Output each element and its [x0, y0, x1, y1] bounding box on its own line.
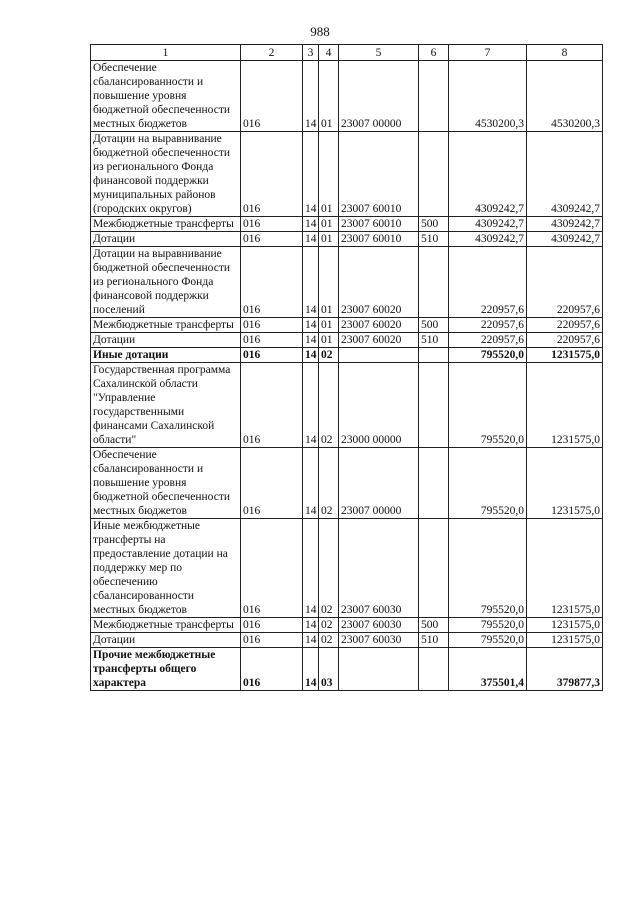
col-header-4: 4	[319, 45, 339, 61]
row-admin-code-cell: 016	[241, 132, 303, 217]
row-amount-year1-cell: 220957,6	[449, 247, 527, 318]
row-subsection-cell: 02	[319, 633, 339, 648]
row-section-cell: 14	[303, 348, 319, 363]
table-row	[91, 247, 603, 318]
row-section-cell: 14	[303, 648, 319, 691]
row-name-cell: Прочие межбюджетные трансферты общего характера	[91, 648, 241, 691]
row-admin-code-cell: 016	[241, 348, 303, 363]
row-expense-type-cell	[419, 247, 449, 318]
row-name-cell: Обеспечение сбалансированности и повышение уровня бюджетной обеспеченности местных бюджетов	[91, 61, 241, 132]
table-row	[91, 648, 603, 691]
row-section-cell: 14	[303, 333, 319, 348]
row-admin-code-cell: 016	[241, 648, 303, 691]
row-admin-code-cell: 016	[241, 217, 303, 232]
row-name-cell: Дотации	[91, 633, 241, 648]
row-amount-year1-cell: 795520,0	[449, 448, 527, 519]
row-target-article-cell: 23007 60030	[339, 519, 419, 618]
row-amount-year2-cell: 4530200,3	[527, 61, 603, 132]
table-row	[91, 519, 603, 618]
row-target-article-cell: 23007 60020	[339, 247, 419, 318]
row-amount-year2-cell: 1231575,0	[527, 633, 603, 648]
row-expense-type-cell: 510	[419, 232, 449, 247]
row-target-article-cell	[339, 648, 419, 691]
col-header-5: 5	[339, 45, 419, 61]
row-expense-type-cell	[419, 132, 449, 217]
row-amount-year2-cell: 379877,3	[527, 648, 603, 691]
row-amount-year2-cell: 220957,6	[527, 318, 603, 333]
table-row	[91, 618, 603, 633]
table-row	[91, 333, 603, 348]
col-header-8: 8	[527, 45, 603, 61]
row-amount-year1-cell: 220957,6	[449, 333, 527, 348]
row-target-article-cell: 23007 60010	[339, 232, 419, 247]
row-subsection-cell: 01	[319, 61, 339, 132]
row-amount-year1-cell: 795520,0	[449, 348, 527, 363]
row-amount-year1-cell: 4309242,7	[449, 217, 527, 232]
row-amount-year1-cell: 4309242,7	[449, 232, 527, 247]
row-expense-type-cell: 500	[419, 318, 449, 333]
row-name-cell: Дотации на выравнивание бюджетной обеспеченности из регионального Фонда финансовой поддержки муниципальных районов (городских округов)	[91, 132, 241, 217]
row-expense-type-cell	[419, 61, 449, 132]
row-section-cell: 14	[303, 448, 319, 519]
table-row	[91, 132, 603, 217]
table-row	[91, 318, 603, 333]
row-subsection-cell: 03	[319, 648, 339, 691]
row-amount-year1-cell: 220957,6	[449, 318, 527, 333]
row-amount-year2-cell: 1231575,0	[527, 618, 603, 633]
row-target-article-cell	[339, 348, 419, 363]
row-admin-code-cell: 016	[241, 633, 303, 648]
row-section-cell: 14	[303, 247, 319, 318]
row-subsection-cell: 02	[319, 448, 339, 519]
row-expense-type-cell: 510	[419, 633, 449, 648]
row-section-cell: 14	[303, 363, 319, 448]
budget-table	[90, 44, 603, 691]
row-amount-year1-cell: 795520,0	[449, 363, 527, 448]
row-admin-code-cell: 016	[241, 61, 303, 132]
row-target-article-cell: 23007 60020	[339, 318, 419, 333]
row-admin-code-cell: 016	[241, 232, 303, 247]
row-name-cell: Дотации	[91, 333, 241, 348]
row-section-cell: 14	[303, 318, 319, 333]
row-subsection-cell: 01	[319, 247, 339, 318]
row-amount-year1-cell: 4309242,7	[449, 132, 527, 217]
row-amount-year2-cell: 1231575,0	[527, 519, 603, 618]
row-section-cell: 14	[303, 519, 319, 618]
row-admin-code-cell: 016	[241, 618, 303, 633]
row-section-cell: 14	[303, 217, 319, 232]
row-expense-type-cell	[419, 448, 449, 519]
table-row	[91, 61, 603, 132]
row-subsection-cell: 01	[319, 132, 339, 217]
row-name-cell: Обеспечение сбалансированности и повышение уровня бюджетной обеспеченности местных бюджетов	[91, 448, 241, 519]
row-name-cell: Межбюджетные трансферты	[91, 318, 241, 333]
row-expense-type-cell: 500	[419, 217, 449, 232]
row-target-article-cell: 23007 60010	[339, 217, 419, 232]
row-subsection-cell: 01	[319, 232, 339, 247]
row-name-cell: Государственная программа Сахалинской области "Управление государственными финансами Сахалинской области"	[91, 363, 241, 448]
row-expense-type-cell: 500	[419, 618, 449, 633]
header-row	[91, 45, 603, 61]
row-name-cell: Межбюджетные трансферты	[91, 217, 241, 232]
table-row	[91, 633, 603, 648]
row-amount-year2-cell: 1231575,0	[527, 448, 603, 519]
col-header-3: 3	[303, 45, 319, 61]
table-row	[91, 363, 603, 448]
row-amount-year2-cell: 1231575,0	[527, 348, 603, 363]
table-row	[91, 448, 603, 519]
row-amount-year1-cell: 795520,0	[449, 519, 527, 618]
row-admin-code-cell: 016	[241, 318, 303, 333]
row-name-cell: Иные дотации	[91, 348, 241, 363]
row-admin-code-cell: 016	[241, 363, 303, 448]
row-expense-type-cell	[419, 348, 449, 363]
row-amount-year2-cell: 4309242,7	[527, 232, 603, 247]
row-admin-code-cell: 016	[241, 448, 303, 519]
row-amount-year2-cell: 1231575,0	[527, 363, 603, 448]
row-name-cell: Иные межбюджетные трансферты на предоставление дотации на поддержку мер по обеспечению сбалансированности местных бюджетов	[91, 519, 241, 618]
row-expense-type-cell	[419, 363, 449, 448]
row-target-article-cell: 23007 00000	[339, 61, 419, 132]
row-amount-year2-cell: 220957,6	[527, 247, 603, 318]
row-amount-year1-cell: 4530200,3	[449, 61, 527, 132]
row-expense-type-cell	[419, 648, 449, 691]
row-target-article-cell: 23000 00000	[339, 363, 419, 448]
row-expense-type-cell	[419, 519, 449, 618]
table-body	[91, 61, 603, 691]
row-name-cell: Дотации	[91, 232, 241, 247]
row-section-cell: 14	[303, 618, 319, 633]
row-section-cell: 14	[303, 132, 319, 217]
row-target-article-cell: 23007 60030	[339, 633, 419, 648]
row-admin-code-cell: 016	[241, 333, 303, 348]
row-subsection-cell: 02	[319, 348, 339, 363]
row-admin-code-cell: 016	[241, 519, 303, 618]
row-amount-year2-cell: 220957,6	[527, 333, 603, 348]
table-row	[91, 232, 603, 247]
row-subsection-cell: 01	[319, 333, 339, 348]
row-amount-year2-cell: 4309242,7	[527, 217, 603, 232]
page-number: 988	[310, 24, 330, 39]
row-admin-code-cell: 016	[241, 247, 303, 318]
row-target-article-cell: 23007 60020	[339, 333, 419, 348]
row-target-article-cell: 23007 60030	[339, 618, 419, 633]
row-amount-year1-cell: 375501,4	[449, 648, 527, 691]
col-header-1: 1	[91, 45, 241, 61]
row-section-cell: 14	[303, 61, 319, 132]
row-amount-year1-cell: 795520,0	[449, 618, 527, 633]
row-subsection-cell: 01	[319, 217, 339, 232]
row-section-cell: 14	[303, 633, 319, 648]
row-amount-year2-cell: 4309242,7	[527, 132, 603, 217]
col-header-6: 6	[419, 45, 449, 61]
table-row	[91, 217, 603, 232]
row-name-cell: Межбюджетные трансферты	[91, 618, 241, 633]
row-name-cell: Дотации на выравнивание бюджетной обеспеченности из регионального Фонда финансовой поддержки поселений	[91, 247, 241, 318]
row-expense-type-cell: 510	[419, 333, 449, 348]
col-header-2: 2	[241, 45, 303, 61]
row-subsection-cell: 02	[319, 363, 339, 448]
row-target-article-cell: 23007 60010	[339, 132, 419, 217]
col-header-7: 7	[449, 45, 527, 61]
row-subsection-cell: 02	[319, 618, 339, 633]
row-amount-year1-cell: 795520,0	[449, 633, 527, 648]
table-row	[91, 348, 603, 363]
row-subsection-cell: 01	[319, 318, 339, 333]
row-section-cell: 14	[303, 232, 319, 247]
row-subsection-cell: 02	[319, 519, 339, 618]
row-target-article-cell: 23007 00000	[339, 448, 419, 519]
